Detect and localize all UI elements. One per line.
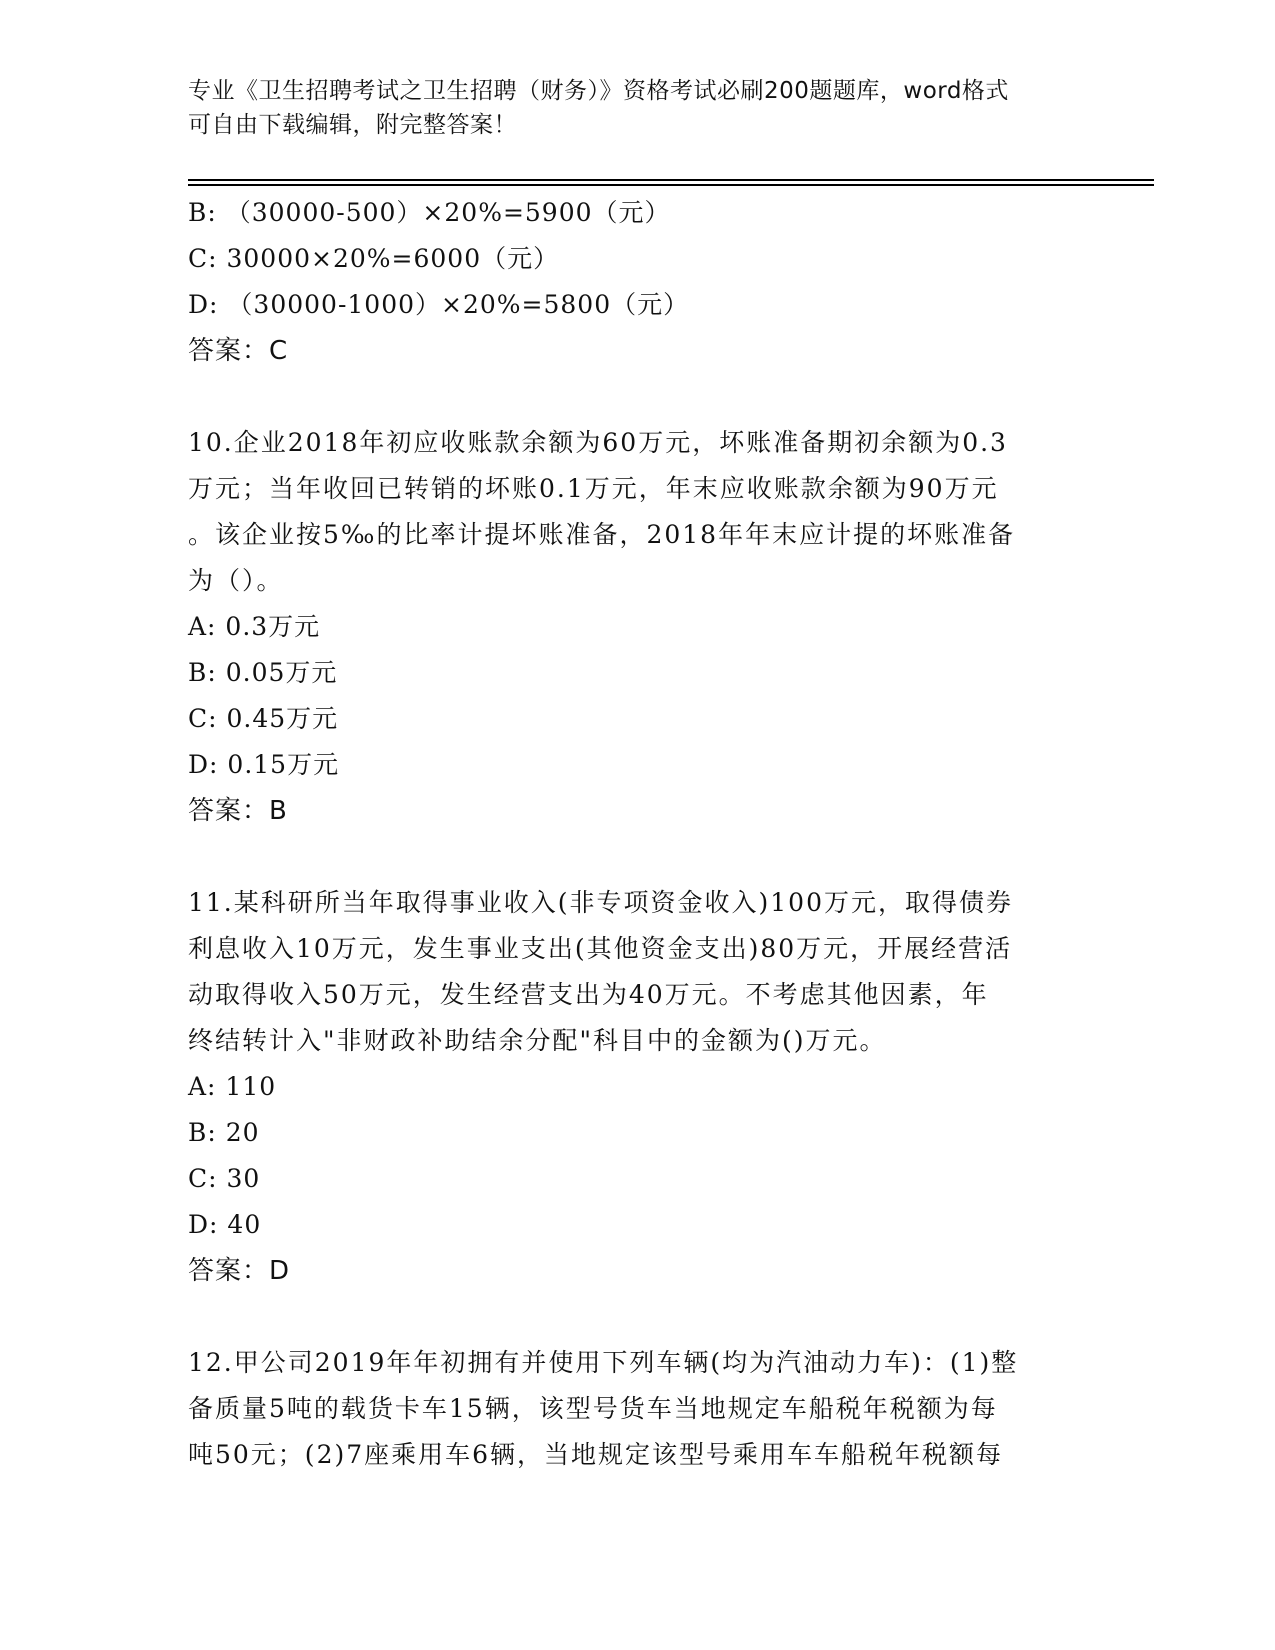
header-divider-bottom	[188, 184, 1154, 186]
header-divider-top	[188, 179, 1154, 181]
spacer	[188, 374, 1088, 420]
option-c: C: 30000×20%=6000（元）	[188, 244, 560, 273]
question-text-line: 动取得收入50万元，发生经营支出为40万元。不考虑其他因素，年	[188, 980, 989, 1009]
option-d: D: （30000-1000）×20%=5800（元）	[188, 290, 690, 319]
question-text-line: 万元；当年收回已转销的坏账0.1万元，年末应收账款余额为90万元	[188, 474, 999, 503]
header-title-line-2: 可自由下载编辑，附完整答案！	[188, 112, 517, 138]
question-text-line: 利息收入10万元，发生事业支出(其他资金支出)80万元，开展经营活	[188, 934, 1013, 963]
question-10	[188, 420, 1088, 834]
question-text-line: 12.甲公司2019年年初拥有并使用下列车辆(均为汽油动力车)：(1)整	[188, 1348, 1019, 1377]
question-text-line: 。该企业按5‰的比率计提坏账准备，2018年年末应计提的坏账准备	[188, 520, 1016, 549]
question-11	[188, 880, 1088, 1294]
question-text-line: 11.某科研所当年取得事业收入(非专项资金收入)100万元，取得债券	[188, 888, 1013, 917]
answer-line: 答案：C	[188, 336, 289, 366]
spacer	[188, 834, 1088, 880]
question-text-line: 吨50元；(2)7座乘用车6辆，当地规定该型号乘用车车船税年税额每	[188, 1440, 1004, 1469]
option-a: A: 0.3万元	[188, 612, 321, 641]
option-c: C: 0.45万元	[188, 704, 339, 733]
spacer	[188, 1294, 1088, 1340]
option-a: A: 110	[188, 1072, 277, 1101]
question-text-line: 为（）。	[188, 566, 284, 595]
question-text-line: 终结转计入"非财政补助结余分配"科目中的金额为()万元。	[188, 1026, 887, 1055]
answer-line: 答案：B	[188, 796, 288, 826]
answer-line: 答案：D	[188, 1256, 291, 1286]
question-text-line: 备质量5吨的载货卡车15辆，该型号货车当地规定车船税年税额为每	[188, 1394, 998, 1423]
option-b: B: （30000-500）×20%=5900（元）	[188, 198, 671, 227]
option-b: B: 20	[188, 1118, 260, 1147]
document-header	[188, 74, 1088, 142]
option-d: D: 40	[188, 1210, 262, 1239]
option-c: C: 30	[188, 1164, 261, 1193]
question-9-continued	[188, 190, 1088, 374]
header-title-line-1: 专业《卫生招聘考试之卫生招聘（财务）》资格考试必刷200题题库，word格式	[188, 78, 1009, 104]
option-b: B: 0.05万元	[188, 658, 338, 687]
option-d: D: 0.15万元	[188, 750, 340, 779]
document-body	[188, 190, 1088, 1478]
question-text-line: 10.企业2018年初应收账款余额为60万元，坏账准备期初余额为0.3	[188, 428, 1008, 457]
question-12	[188, 1340, 1088, 1478]
